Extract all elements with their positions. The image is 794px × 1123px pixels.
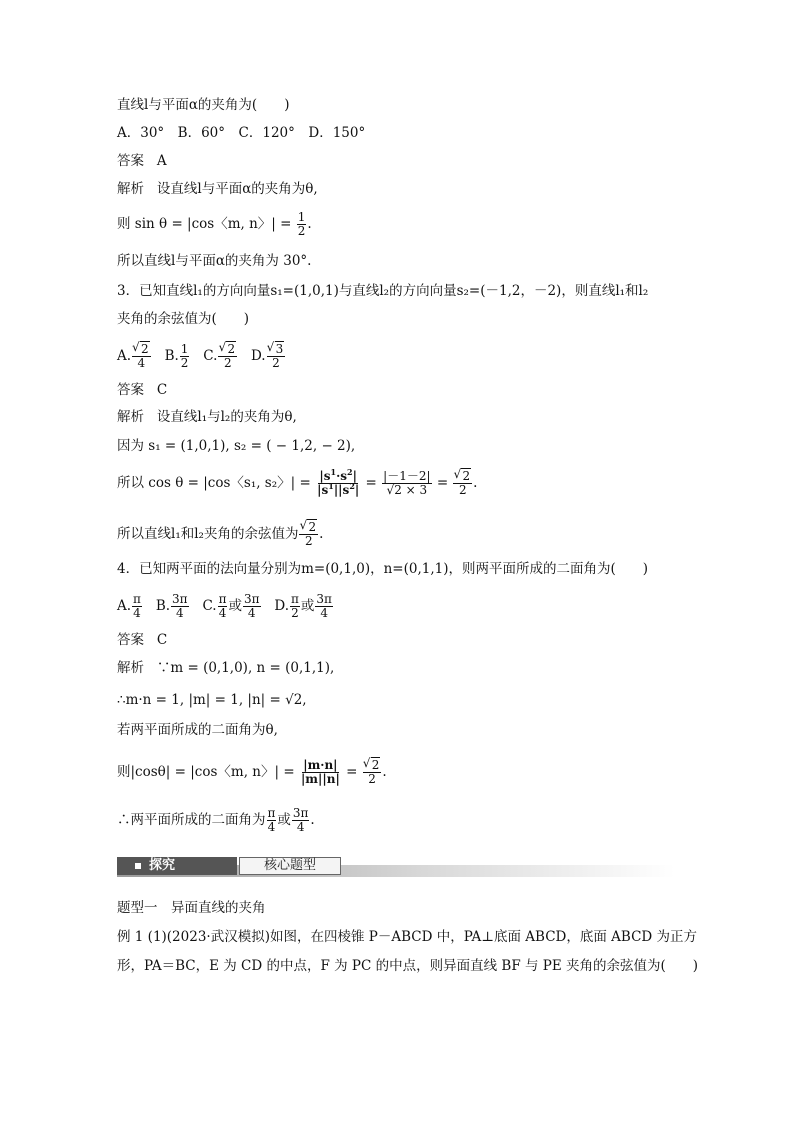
q2-options: A．30° B．60° C．120° D．150° — [117, 125, 366, 141]
analysis-label: 解析 — [117, 409, 144, 425]
type1-heading: 题型一 异面直线的夹角 — [117, 900, 266, 916]
q3-analysis-line-4: 所以直线l₁和l₂夹角的余弦值为 √ $\frac{2}{2}$ . — [117, 521, 323, 548]
analysis-text: 则 sin θ = |cos〈m, n〉| = — [117, 216, 292, 232]
answer-label: 答案 — [117, 153, 144, 169]
fraction: √ $\frac{2}{2}$ — [363, 759, 382, 786]
q2-answer-line — [117, 152, 167, 170]
answer-value: A — [156, 153, 167, 169]
q4-analysis-line-5: ∴两平面所成的二面角为 $\frac{\pi}{4}$ 或 $\frac{3\pi}{4}$ . — [117, 806, 315, 834]
q3-analysis-line-3: 所以 cos θ = |cos〈s₁, s₂〉| = $\frac{|s^1\cdot s^2|}{|s^1||s^2|}$ = $\frac{|-1-2|}{√2 \times 3}$ = √ $\frac{2}{2}$ . — [117, 470, 477, 497]
analysis-label: 解析 — [117, 181, 144, 197]
q4-analysis-line-4: 则|cosθ| = |cos〈m, n〉| = $\frac{|m\cdot n|}{|m||n|}$ = √ $\frac{2}{2}$ . — [117, 759, 387, 786]
q2-analysis-line-2: 则 sin θ = |cos〈m, n〉| = $\frac{1}{2}$ . — [117, 210, 312, 238]
analysis-text: ∵m = (0,1,0), n = (0,1,1), — [156, 660, 335, 676]
fraction: $\frac{|s^1\cdot s^2|}{|s^1||s^2|}$ — [317, 467, 360, 497]
section-tag: 探究 — [117, 857, 237, 875]
q3-answer-line — [117, 381, 167, 399]
q3-analysis-line-2: 因为 s₁ = (1,0,1), s₂ = ( − 1,2, − 2), — [117, 438, 356, 454]
q3-stem-line-2: 夹角的余弦值为( ) — [117, 311, 250, 327]
option-d: D. — [250, 348, 266, 364]
answer-label: 答案 — [117, 382, 144, 398]
example-line-2: 形，PA＝BC，E 为 CD 的中点，F 为 PC 的中点，则异面直线 BF 与 PE 夹角的余弦值为( ) — [117, 958, 699, 974]
answer-label: 答案 — [117, 632, 144, 648]
section-title: 核心题型 — [239, 857, 341, 875]
analysis-text: 所以 cos θ = |cos〈s₁, s₂〉| = — [117, 475, 311, 491]
fraction: $\frac{|-1-2|}{√2 \times 3}$ — [383, 469, 431, 497]
q3-analysis-line-1 — [117, 408, 297, 426]
fraction: √ $\frac{2}{2}$ — [453, 470, 472, 497]
fraction: $\frac{|m\cdot n|}{|m||n|}$ — [300, 758, 340, 786]
q4-answer-line — [117, 631, 167, 649]
answer-value: C — [156, 632, 168, 648]
analysis-text: 所以直线l₁和l₂夹角的余弦值为 — [117, 526, 299, 542]
section-banner — [117, 857, 675, 877]
option-a: A. — [117, 598, 132, 614]
q4-options: A. $\frac{\pi}{4}$ B. $\frac{3\pi}{4}$ C. $\frac{\pi}{4}$ 或 $\frac{3\pi}{4}$ D. $\frac{\pi}{2}$ 或 $\frac{3\pi}{4}$ — [117, 592, 332, 620]
analysis-text: 设直线l与平面α的夹角为θ, — [156, 181, 318, 197]
analysis-label: 解析 — [117, 660, 144, 676]
q3-options: A. √ $\frac{2}{4}$ B. $\frac{1}{2}$ C. √ $\frac{2}{2}$ D. √ $\frac{3}{2}$ — [117, 343, 286, 370]
example-line-1: 例 1 (1)(2023·武汉模拟)如图，在四棱锥 P－ABCD 中，PA⊥底面 ABCD，底面 ABCD 为正方 — [117, 929, 698, 945]
q3-stem-line-1: 3．已知直线l₁的方向向量s₁=(1,0,1)与直线l₂的方向向量s₂=(－1,2，－2)，则直线l₁和l₂ — [117, 283, 649, 299]
option-d: D. — [274, 598, 290, 614]
analysis-text: 则|cosθ| = |cos〈m, n〉| = — [117, 764, 295, 780]
square-bullet-icon — [135, 863, 141, 869]
analysis-text: ∴两平面所成的二面角为 — [117, 812, 266, 828]
option-c: C. — [203, 348, 218, 364]
q4-analysis-line-2: ∴m·n = 1, |m| = 1, |n| = √2, — [117, 692, 307, 708]
q2-stem: 直线l与平面α的夹角为( ) — [117, 97, 290, 113]
q2-analysis-line-1 — [117, 180, 318, 198]
answer-value: C — [156, 382, 168, 398]
option-a: A. — [117, 348, 132, 364]
q4-stem: 4．已知两平面的法向量分别为m=(0,1,0)，n=(0,1,1)，则两平面所成的二面角为( ) — [117, 561, 649, 577]
q2-analysis-line-3: 所以直线l与平面α的夹角为 30°. — [117, 253, 312, 269]
q4-analysis-line-3: 若两平面所成的二面角为θ, — [117, 722, 278, 738]
fraction: $\frac{1}{2}$ — [297, 210, 306, 238]
option-b: B. — [164, 348, 179, 364]
option-b: B. — [155, 598, 171, 614]
option-c: C. — [202, 598, 217, 614]
analysis-text: 设直线l₁与l₂的夹角为θ, — [156, 409, 297, 425]
q4-analysis-line-1 — [117, 659, 334, 677]
